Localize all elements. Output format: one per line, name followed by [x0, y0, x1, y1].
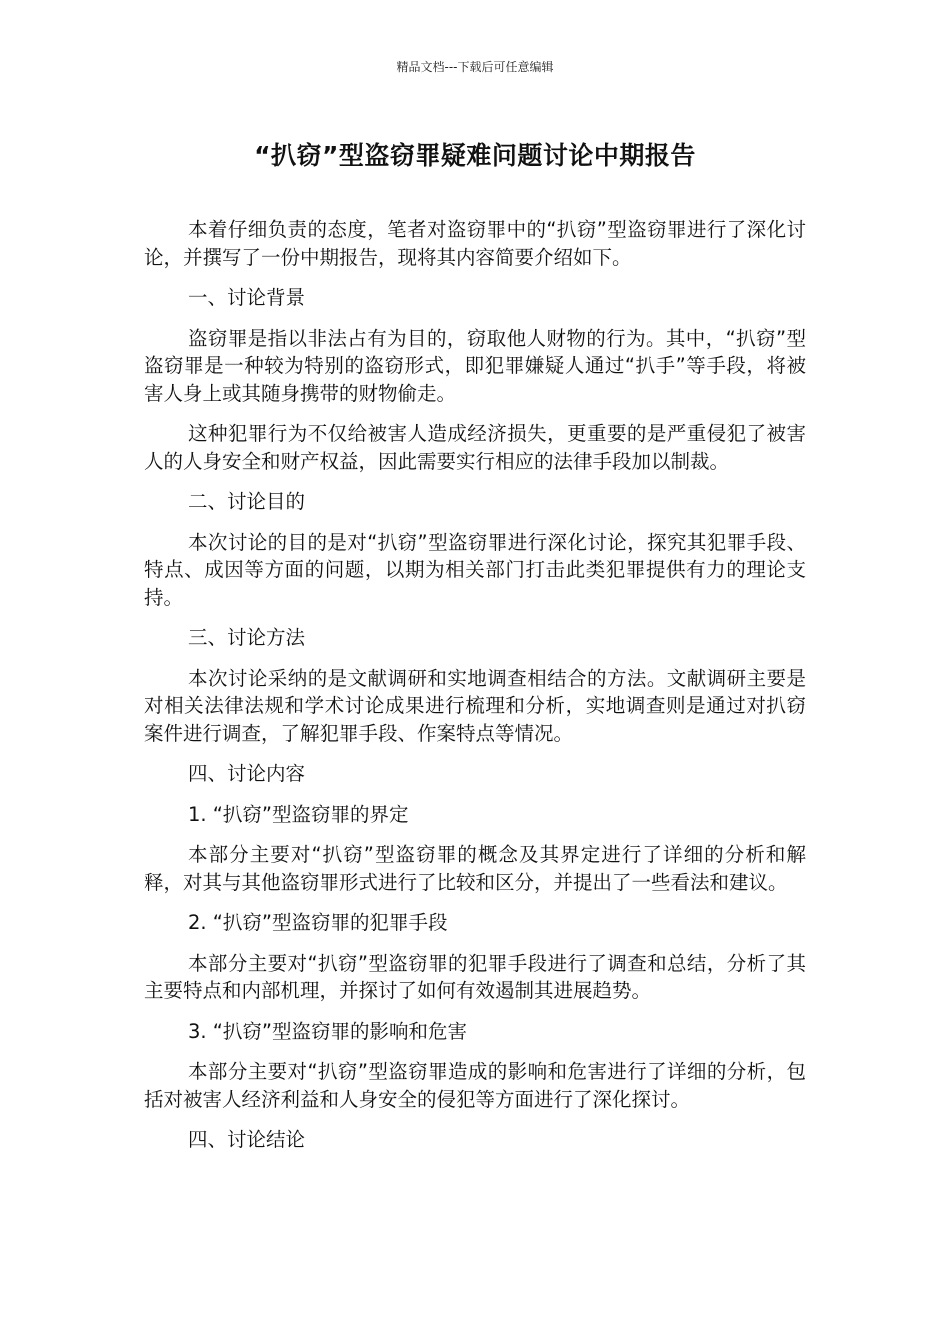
header-note: 精品文档---下载后可任意编辑: [396, 60, 554, 74]
body-paragraph: 本部分主要对“扒窃”型盗窃罪的犯罪手段进行了调查和总结，分析了其主要特点和内部机理，并探讨了如何有效遏制其进展趋势。: [144, 951, 806, 1002]
section-heading: 四、讨论内容: [188, 762, 306, 785]
body-paragraph: 盗窃罪是指以非法占有为目的，窃取他人财物的行为。其中，“扒窃”型盗窃罪是一种较为特别的盗窃形式，即犯罪嫌疑人通过“扒手”等手段，将被害人身上或其随身携带的财物偷走。: [144, 326, 806, 405]
document-body: [144, 216, 806, 1167]
section-heading: 四、讨论结论: [188, 1128, 306, 1151]
body-paragraph: 本部分主要对“扒窃”型盗窃罪造成的影响和危害进行了详细的分析，包括对被害人经济利益和人身安全的侵犯等方面进行了深化探讨。: [144, 1060, 806, 1111]
body-paragraph: 本着仔细负责的态度，笔者对盗窃罪中的“扒窃”型盗窃罪进行了深化讨论，并撰写了一份中期报告，现将其内容简要介绍如下。: [144, 218, 806, 269]
body-paragraph: 本次讨论采纳的是文献调研和实地调查相结合的方法。文献调研主要是对相关法律法规和学术讨论成果进行梳理和分析，实地调查则是通过对扒窃案件进行调查，了解犯罪手段、作案特点等情况。: [144, 666, 806, 745]
body-paragraph: 这种犯罪行为不仅给被害人造成经济损失，更重要的是严重侵犯了被害人的人身安全和财产权益，因此需要实行相应的法律手段加以制裁。: [144, 422, 806, 473]
section-heading: 1. “扒窃”型盗窃罪的界定: [188, 802, 409, 826]
body-paragraph: 本部分主要对“扒窃”型盗窃罪的概念及其界定进行了详细的分析和解释，对其与其他盗窃罪形式进行了比较和区分，并提出了一些看法和建议。: [144, 843, 806, 894]
section-heading: 三、讨论方法: [188, 626, 306, 649]
document-title: “扒窃”型盗窃罪疑难问题讨论中期报告: [254, 141, 696, 170]
body-paragraph: 本次讨论的目的是对“扒窃”型盗窃罪进行深化讨论，探究其犯罪手段、特点、成因等方面的问题，以期为相关部门打击此类犯罪提供有力的理论支持。: [144, 530, 806, 609]
section-heading: 二、讨论目的: [188, 490, 306, 513]
section-heading: 3. “扒窃”型盗窃罪的影响和危害: [188, 1019, 468, 1043]
section-heading: 一、讨论背景: [188, 286, 306, 309]
section-heading: 2. “扒窃”型盗窃罪的犯罪手段: [188, 911, 448, 934]
